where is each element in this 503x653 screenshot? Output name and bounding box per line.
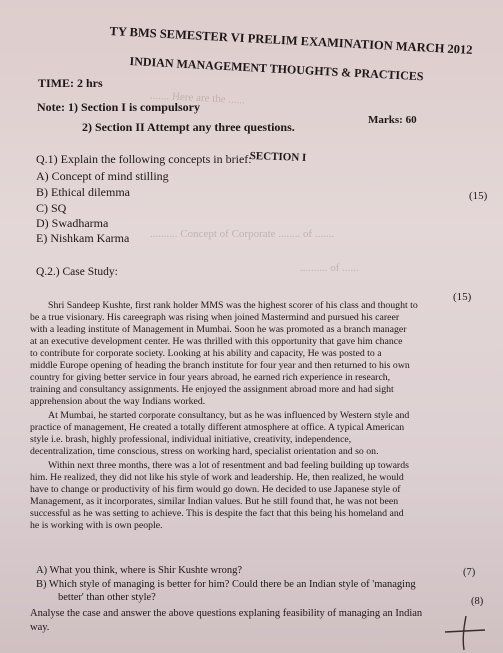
exam-time: TIME: 2 hrs bbox=[38, 76, 103, 90]
bleed-through-text: ....... Here are the ...... bbox=[149, 89, 246, 107]
case-study-line: decentralization, time conscious, stress on working hard, specialist orientation and so on. bbox=[30, 446, 379, 457]
section-heading: SECTION I bbox=[249, 150, 307, 164]
case-question-b-cont: better' than other style? bbox=[58, 592, 156, 603]
question-1-item: B) Ethical dilemma bbox=[36, 185, 130, 199]
case-study-line: Shri Sandeep Kushte, first rank holder MMS was the highest scorer of his class and thought to bbox=[48, 300, 418, 311]
case-study-line: he is working with is own people. bbox=[30, 520, 163, 531]
case-study-line: middle Europe opening of heading the branch institute for four year and then returned to his own bbox=[30, 360, 410, 371]
case-study-line: him. He realized, they did not like his style of work and leadership. He, then realized, he would bbox=[30, 472, 404, 483]
question-1-marks: (15) bbox=[469, 190, 488, 202]
case-study-line: at an executive development center. He was thrilled with this opportunity that gave him chance bbox=[30, 336, 403, 347]
case-study-line: practice of management, He created a totally different atmosphere at office. A typical American bbox=[30, 422, 405, 433]
case-study-line: with a leading institute of Management in Mumbai. Soon he was promoted as a branch manager bbox=[30, 324, 407, 335]
question-1-item: A) Concept of mind stilling bbox=[36, 169, 169, 183]
question-2-prompt: Q.2.) Case Study: bbox=[36, 266, 118, 278]
question-1-prompt: Q.1) Explain the following concepts in brief: bbox=[36, 152, 252, 166]
subject-title: INDIAN MANAGEMENT THOUGHTS & PRACTICES bbox=[129, 54, 424, 84]
note-line-2: 2) Section II Attempt any three questions. bbox=[82, 120, 295, 134]
case-study-line: At Mumbai, he started corporate consultancy, but as he was influenced by Western style and bbox=[48, 410, 410, 421]
bleed-through-text: .......... of ...... bbox=[300, 262, 359, 274]
total-marks: Marks: 60 bbox=[368, 114, 417, 126]
question-1-item: E) Nishkam Karma bbox=[36, 231, 130, 245]
question-1-item: D) Swadharma bbox=[36, 216, 109, 230]
case-study-line: have to change or productivity of his firm would go down. He decided to use Japanese style of bbox=[30, 484, 401, 495]
case-study-line: style i.e. brash, highly professional, individual initiative, creativity, independence, bbox=[30, 434, 352, 445]
case-study-line: to contribute for corporate society. Looking at his ability and capacity, He was posted to a bbox=[30, 348, 382, 359]
case-study-line: apprehension about the way Indians worked. bbox=[30, 396, 206, 407]
bleed-through-text: .......... Concept of Corporate ........ of ....... bbox=[150, 228, 335, 240]
case-question-b: B) Which style of managing is better for him? Could there be an Indian style of 'managing bbox=[36, 579, 416, 590]
case-study-line: Within next three months, there was a lot of resentment and bad feeling building up towards bbox=[48, 460, 409, 471]
case-study-line: country for giving better service in four years abroad, he earned rich experience in research, bbox=[30, 372, 391, 383]
case-question-a: A) What you think, where is Shir Kushte wrong? bbox=[36, 565, 242, 576]
case-study-line: training and consultancy assignments. He enjoyed the assignment abroad more and had sight bbox=[30, 384, 394, 395]
case-question-a-marks: (7) bbox=[463, 567, 476, 578]
question-2-marks: (15) bbox=[453, 291, 472, 303]
case-study-line: be a true visionary. His careegraph was rising when joined Mastermind and pursued his career bbox=[30, 312, 400, 323]
case-study-line: successful as he was setting to achieve. This is despite the fact that this being his homeland and bbox=[30, 508, 404, 519]
exam-title: TY BMS SEMESTER VI PRELIM EXAMINATION MARCH 2012 bbox=[109, 24, 473, 57]
case-study-line: Management, as it incorporates, similar Indian values. But he still found that, he was not been bbox=[30, 496, 399, 507]
closing-instruction-line-2: way. bbox=[30, 622, 50, 633]
note-line-1: Note: 1) Section I is compulsory bbox=[37, 100, 200, 114]
question-1-item: C) SQ bbox=[36, 201, 67, 215]
pen-mark-icon bbox=[440, 612, 490, 652]
case-question-b-marks: (8) bbox=[471, 596, 484, 607]
closing-instruction-line-1: Analyse the case and answer the above questions explaning feasibility of managing an Indian bbox=[30, 608, 423, 619]
